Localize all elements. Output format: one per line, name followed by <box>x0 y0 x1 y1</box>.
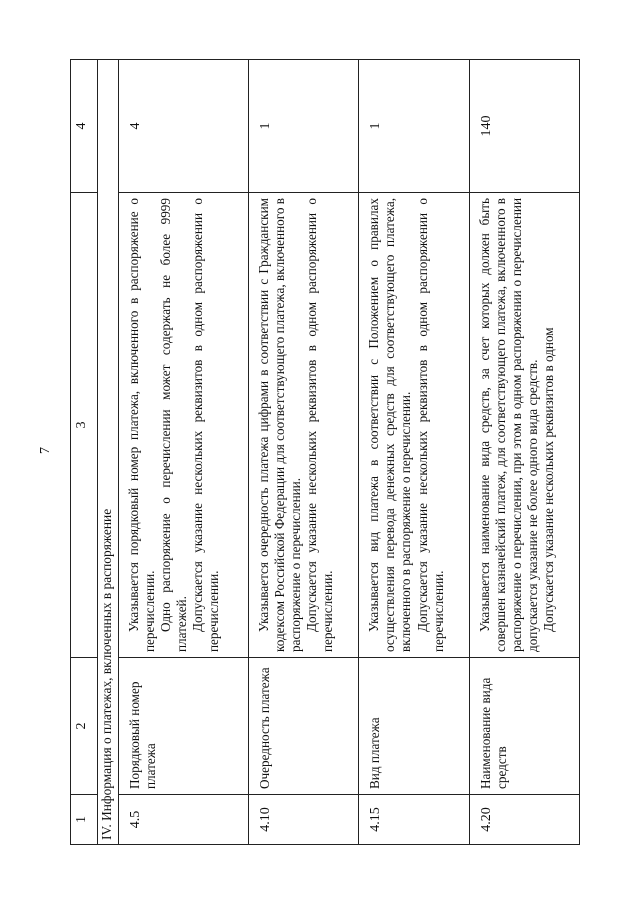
requisite-name: Вид платежа <box>359 658 469 795</box>
description-paragraph: Допускается указание нескольких реквизитов в одном распоряжении о перечислении. <box>190 198 222 652</box>
column-number-header-row <box>71 60 98 845</box>
section-row <box>98 60 119 845</box>
column-header-1: 1 <box>71 795 98 845</box>
column-header-3: 3 <box>71 193 98 658</box>
description-paragraph: Указывается очередность платежа цифрами в соответствии с Гражданским кодексом Российской Федерации для соответствующего платежа, включенного в распоряжение о перечислении. <box>255 198 304 652</box>
column-header-2: 2 <box>71 658 98 795</box>
requisite-value: 1 <box>248 60 358 193</box>
column-header-4: 4 <box>71 60 98 193</box>
section-title: IV. Информация о платежах, включенных в распоряжение <box>98 60 119 845</box>
row-number: 4.20 <box>469 795 579 845</box>
table-row <box>248 60 358 845</box>
row-number: 4.15 <box>359 795 469 845</box>
description-paragraph: Указывается наименование вида средств, за счет которых должен быть совершен казначейский платеж, для соответствующего платежа, включенного в распоряжение о перечислении, при этом в одном распоряжении о перечислении допускается указание не более одного вида средств. <box>476 198 540 652</box>
description-paragraph: Указывается вид платежа в соответствии с Положением о правилах осуществления перевода денежных средств для соответствующего платежа, включенного в распоряжение о перечислении. <box>366 198 414 652</box>
requisite-value: 140 <box>469 60 579 193</box>
requisite-value: 4 <box>119 60 249 193</box>
row-number: 4.10 <box>248 795 358 845</box>
table-row <box>119 60 249 845</box>
requisite-description <box>119 193 249 658</box>
description-paragraph: Допускается указание нескольких реквизитов в одном <box>541 327 556 632</box>
page-number: 7 <box>38 447 53 454</box>
requisite-description <box>248 193 358 658</box>
table-row <box>359 60 469 845</box>
rotated-table-wrapper <box>70 60 580 845</box>
requisite-value: 1 <box>359 60 469 193</box>
requisite-name: Очередность платежа <box>248 658 358 795</box>
description-paragraph: Допускается указание нескольких реквизитов в одном распоряжении о перечислении. <box>304 198 336 652</box>
requisite-name: Порядковый номер платежа <box>119 658 249 795</box>
requisite-description <box>359 193 469 658</box>
requisite-description <box>469 193 579 658</box>
requisite-name: Наименование вида средств <box>469 658 579 795</box>
table-row <box>469 60 579 845</box>
description-paragraph: Допускается указание нескольких реквизитов в одном распоряжении о перечислении. <box>414 198 446 652</box>
row-number: 4.5 <box>119 795 249 845</box>
description-paragraph: Указывается порядковый номер платежа, включенного в распоряжение о перечислении. <box>126 198 158 652</box>
requisites-table <box>70 59 580 845</box>
description-paragraph: Одно распоряжение о перечислении может содержать не более 9999 платежей. <box>158 198 190 652</box>
